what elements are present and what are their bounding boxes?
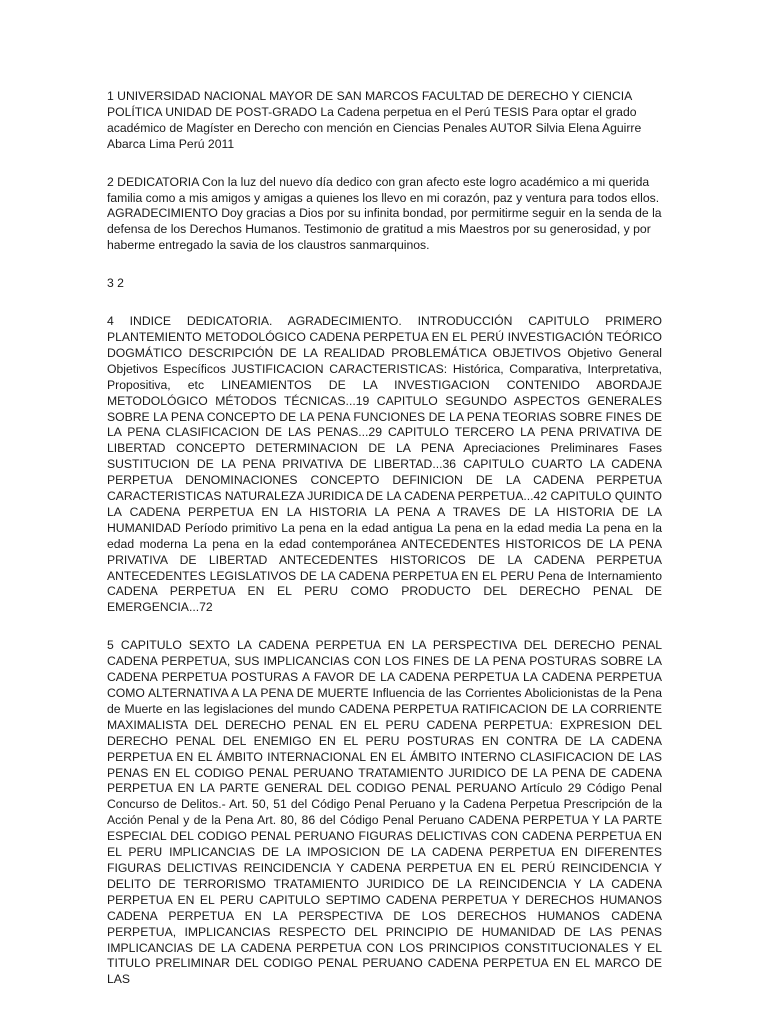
document-page <box>107 89 662 1010</box>
page-number-paragraph: 3 2 <box>107 276 124 291</box>
index-continued-paragraph: 5 CAPITULO SEXTO LA CADENA PERPETUA EN LA PERSPECTIVA DEL DERECHO PENAL CADENA PERPETUA, SUS IMPLICANCIAS CON LOS FINES DE LA PENA POSTURAS SOBRE LA CADENA PERPETUA POSTURAS A FAVOR DE LA CADENA PERPETUA LA CADENA PERPETUA COMO ALTERNATIVA A LA PENA DE MUERTE Influencia de las Corrientes Abolicionistas de la Pena de Muerte en las legislaciones del mundo CADENA PERPETUA RATIFICACION DE LA CORRIENTE MAXIMALISTA DEL DERECHO PENAL EN EL PERU CADENA PERPETUA: EXPRESION DEL DERECHO PENAL DEL ENEMIGO EN EL PERU POSTURAS EN CONTRA DE LA CADENA PERPETUA EN EL ÁMBITO INTERNACIONAL EN EL ÁMBITO INTERNO CLASIFICACION DE LAS PENAS EN EL CODIGO PENAL PERUANO TRATAMIENTO JURIDICO DE LA PENA DE CADENA PERPETUA EN LA PARTE GENERAL DEL CODIGO PENAL PERUANO Artículo 29 Código Penal Concurso de Delitos.- Art. 50, 51 del Código Penal Peruano y la Cadena Perpetua Prescripción de la Acción Penal y de la Pena Art. 80, 86 del Código Penal Peruano CADENA PERPETUA Y LA PARTE ESPECIAL DEL CODIGO PENAL PERUANO FIGURAS DELICTIVAS CON CADENA PERPETUA EN EL PERU IMPLICANCIAS DE LA IMPOSICION DE LA CADENA PERPETUA EN DIFERENTES FIGURAS DELICTIVAS REINCIDENCIA Y CADENA PERPETUA EN EL PERÚ REINCIDENCIA Y DELITO DE TERRORISMO TRATAMIENTO JURIDICO DE LA REINCIDENCIA Y LA CADENA PERPETUA EN EL PERU CAPITULO SEPTIMO CADENA PERPETUA Y DERECHOS HUMANOS CADENA PERPETUA EN LA PERSPECTIVA DE LOS DERECHOS HUMANOS CADENA PERPETUA, IMPLICANCIAS RESPECTO DEL PRINCIPIO DE HUMANIDAD DE LAS PENAS IMPLICANCIAS DE LA CADENA PERPETUA CON LOS PRINCIPIOS CONSTITUCIONALES Y EL TITULO PRELIMINAR DEL CODIGO PENAL PERUANO CADENA PERPETUA EN EL MARCO DE LAS <box>107 638 662 987</box>
index-paragraph: 4 INDICE DEDICATORIA. AGRADECIMIENTO. INTRODUCCIÓN CAPITULO PRIMERO PLANTEMIENTO METODOLÓGICO CADENA PERPETUA EN EL PERÚ INVESTIGACIÓN TEÓRICO DOGMÁTICO DESCRIPCIÓN DE LA REALIDAD PROBLEMÁTICA OBJETIVOS Objetivo General Objetivos Específicos JUSTIFICACION CARACTERISTICAS: Histórica, Comparativa, Interpretativa, Propositiva, etc LINEAMIENTOS DE LA INVESTIGACION CONTENIDO ABORDAJE METODOLÓGICO MÉTODOS TÉCNICAS...19 CAPITULO SEGUNDO ASPECTOS GENERALES SOBRE LA PENA CONCEPTO DE LA PENA FUNCIONES DE LA PENA TEORIAS SOBRE FINES DE LA PENA CLASIFICACION DE LAS PENAS...29 CAPITULO TERCERO LA PENA PRIVATIVA DE LIBERTAD CONCEPTO DETERMINACION DE LA PENA Apreciaciones Preliminares Fases SUSTITUCION DE LA PENA PRIVATIVA DE LIBERTAD...36 CAPITULO CUARTO LA CADENA PERPETUA DENOMINACIONES CONCEPTO DEFINICION DE LA CADENA PERPETUA CARACTERISTICAS NATURALEZA JURIDICA DE LA CADENA PERPETUA...42 CAPITULO QUINTO LA CADENA PERPETUA EN LA HISTORIA LA PENA A TRAVES DE LA HISTORIA DE LA HUMANIDAD Período primitivo La pena en la edad antigua La pena en la edad media La pena en la edad moderna La pena en la edad contemporánea ANTECEDENTES HISTORICOS DE LA PENA PRIVATIVA DE LIBERTAD ANTECEDENTES HISTORICOS DE LA CADENA PERPETUA ANTECEDENTES LEGISLATIVOS DE LA CADENA PERPETUA EN EL PERU Pena de Internamiento CADENA PERPETUA EN EL PERU COMO PRODUCTO DEL DERECHO PENAL DE EMERGENCIA...72 <box>107 314 662 615</box>
title-page-paragraph: 1 UNIVERSIDAD NACIONAL MAYOR DE SAN MARCOS FACULTAD DE DERECHO Y CIENCIA POLÍTICA UNIDAD DE POST-GRADO La Cadena perpetua en el Perú TESIS Para optar el grado académico de Magíster en Derecho con mención en Ciencias Penales AUTOR Silvia Elena Aguirre Abarca Lima Perú 2011 <box>107 89 642 151</box>
dedication-paragraph: 2 DEDICATORIA Con la luz del nuevo día dedico con gran afecto este logro académico a mi querida familia como a mis amigos y amigas a quienes los llevo en mi corazón, paz y ventura para todos ellos. AGRADECIMIENTO Doy gracias a Dios por su infinita bondad, por permitirme seguir en la senda de la defensa de los Derechos Humanos. Testimonio de gratitud a mis Maestros por su generosidad, y por haberme entregado la savia de los claustros sanmarquinos. <box>107 174 662 253</box>
